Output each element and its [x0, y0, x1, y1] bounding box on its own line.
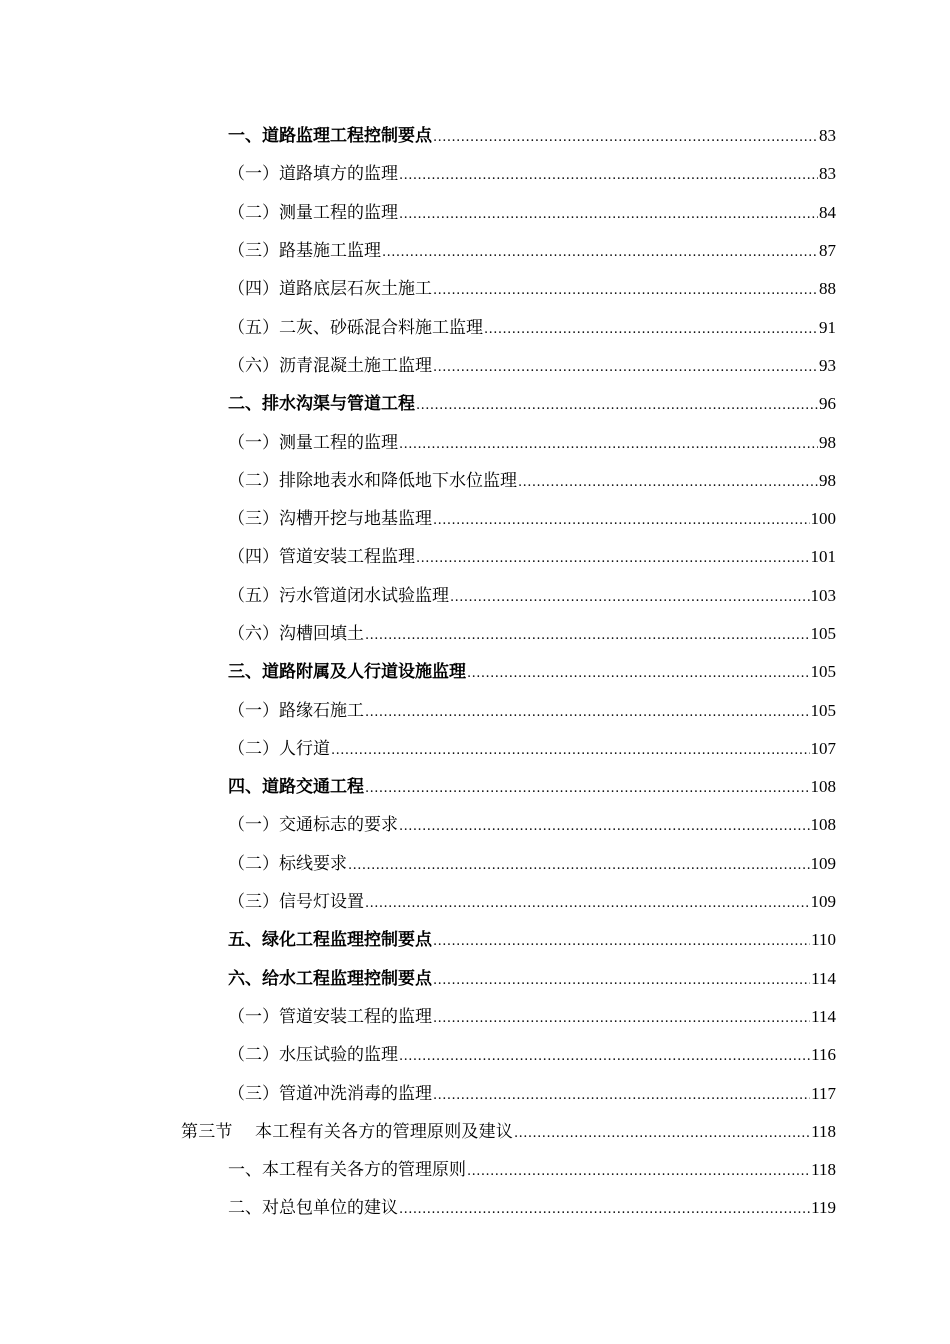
dot-leader: [467, 664, 810, 684]
toc-entry-page-number: 87: [819, 241, 836, 261]
toc-entry-title: （二）人行道: [228, 738, 330, 759]
toc-entry-page-number: 114: [811, 1006, 836, 1026]
toc-entry-page-number: 118: [811, 1121, 836, 1141]
toc-entry[interactable]: [0, 961, 950, 999]
dot-leader: [450, 588, 810, 608]
toc-entry-page-number: 93: [819, 355, 836, 375]
toc-entry[interactable]: [0, 1037, 950, 1075]
toc-entry-title: （二）水压试验的监理: [228, 1045, 398, 1066]
toc-entry-line: [0, 356, 836, 378]
toc-entry-line: [0, 509, 836, 531]
dot-leader: [399, 817, 810, 837]
toc-entry-title: （二）排除地表水和降低地下水位监理: [228, 470, 517, 491]
toc-entry-page-number: 108: [810, 777, 836, 797]
toc-entry-page-number: 114: [811, 968, 836, 988]
dot-leader: [399, 1200, 810, 1220]
toc-entry[interactable]: [0, 1152, 950, 1190]
toc-entry[interactable]: [0, 348, 950, 386]
dot-leader: [365, 779, 810, 799]
toc-entry[interactable]: [0, 424, 950, 462]
toc-entry-line: [0, 1007, 836, 1029]
toc-entry-title: 二、排水沟渠与管道工程: [228, 394, 415, 415]
dot-leader: [433, 511, 810, 531]
toc-entry-page-number: 96: [819, 394, 836, 414]
dot-leader: [331, 741, 810, 761]
toc-entry-line: [0, 547, 836, 569]
toc-entry[interactable]: [0, 271, 950, 309]
toc-entry-line: [0, 1045, 836, 1067]
toc-entry[interactable]: [0, 118, 950, 156]
toc-entry[interactable]: [0, 156, 950, 194]
toc-entry-line: [0, 969, 836, 991]
dot-leader: [399, 166, 818, 186]
dot-leader: [518, 473, 818, 493]
toc-entry-title: （三）路基施工监理: [228, 241, 381, 262]
toc-entry-line: [0, 433, 836, 455]
toc-entry-line: [0, 930, 836, 952]
toc-entry-title: 一、道路监理工程控制要点: [228, 126, 432, 147]
toc-entry-title: （一）路缘石施工: [228, 700, 364, 721]
toc-entry-page-number: 108: [810, 815, 836, 835]
toc-entry-line: [0, 241, 836, 263]
dot-leader: [416, 396, 818, 416]
dot-leader: [399, 205, 818, 225]
dot-leader: [467, 1162, 810, 1182]
toc-entry-title: 第三节 本工程有关各方的管理原则及建议: [181, 1121, 514, 1142]
toc-entry-line: [0, 126, 836, 148]
toc-entry-line: [0, 203, 836, 225]
dot-leader: [348, 856, 810, 876]
toc-entry[interactable]: [0, 884, 950, 922]
toc-entry-title: （一）道路填方的监理: [228, 164, 398, 185]
dot-leader: [433, 932, 810, 952]
toc-entry-page-number: 100: [810, 509, 836, 529]
toc-entry-line: [0, 739, 836, 761]
toc-entry-line: [0, 777, 836, 799]
toc-entry-page-number: 109: [810, 853, 836, 873]
toc-entry-page-number: 105: [810, 624, 836, 643]
toc-entry-line: [0, 1122, 836, 1144]
dot-leader: [433, 358, 818, 378]
toc-entry-line: [0, 1160, 836, 1182]
toc-entry-line: [0, 586, 836, 608]
toc-entry-line: [0, 815, 836, 837]
toc-entry-title: （二）测量工程的监理: [228, 202, 398, 223]
dot-leader: [514, 1124, 810, 1144]
toc-entry-title: （一）测量工程的监理: [228, 432, 398, 453]
toc-entry-title: 三、道路附属及人行道设施监理: [228, 662, 466, 683]
toc-entry-page-number: 84: [819, 202, 836, 222]
toc-entry-page-number: 98: [819, 470, 836, 490]
dot-leader: [365, 894, 810, 914]
toc-entry-title: （一）交通标志的要求: [228, 815, 398, 836]
toc-entry-line: [0, 164, 836, 186]
toc-entry-page-number: 98: [819, 432, 836, 452]
toc-entry-page-number: 105: [810, 700, 836, 720]
toc-entry-title: 二、对总包单位的建议: [228, 1198, 398, 1219]
toc-entry[interactable]: [0, 616, 950, 654]
toc-entry[interactable]: [0, 807, 950, 845]
toc-entry[interactable]: [0, 501, 950, 539]
toc-entry-page-number: 107: [810, 738, 836, 758]
dot-leader: [433, 971, 810, 991]
toc-entry[interactable]: [0, 846, 950, 884]
toc-entry[interactable]: [0, 463, 950, 501]
dot-leader: [416, 549, 810, 569]
toc-entry[interactable]: [0, 1075, 950, 1113]
toc-entry-line: [0, 318, 836, 340]
toc-entry-page-number: 118: [811, 1160, 836, 1180]
toc-entry-line: [0, 394, 836, 416]
toc-entry-title: 六、给水工程监理控制要点: [228, 968, 432, 989]
dot-leader: [433, 1009, 810, 1029]
toc-entry-title: （四）管道安装工程监理: [228, 547, 415, 568]
toc-entry-page-number: 101: [810, 547, 836, 567]
toc-entry[interactable]: [0, 539, 950, 577]
toc-entry[interactable]: [0, 386, 950, 424]
toc-entry-line: [0, 854, 836, 876]
toc-entry[interactable]: [0, 769, 950, 807]
toc-entry-title: （六）沥青混凝土施工监理: [228, 355, 432, 376]
toc-entry-page-number: 110: [811, 930, 836, 950]
toc-entry-line: [0, 662, 836, 684]
dot-leader: [433, 128, 818, 148]
toc-entry-page-number: 117: [811, 1083, 836, 1103]
dot-leader: [399, 1047, 810, 1067]
toc-entry[interactable]: [0, 578, 950, 616]
toc-entry-title: （三）信号灯设置: [228, 892, 364, 913]
toc-entry-page-number: 91: [819, 317, 836, 337]
toc-entry-page-number: 88: [819, 279, 836, 299]
dot-leader: [433, 1086, 810, 1106]
toc-entry-title: （二）标线要求: [228, 853, 347, 874]
toc-entry-title: （三）沟槽开挖与地基监理: [228, 509, 432, 530]
toc-entry-page-number: 119: [811, 1198, 836, 1218]
toc-entry-title: （四）道路底层石灰土施工: [228, 279, 432, 300]
toc-entry[interactable]: [0, 654, 950, 692]
toc-entry-title: （五）二灰、砂砾混合料施工监理: [228, 317, 483, 338]
toc-entry-line: [0, 701, 836, 723]
toc-entry-title: 四、道路交通工程: [228, 777, 364, 798]
toc-entry[interactable]: [0, 195, 950, 233]
dot-leader: [399, 435, 818, 455]
toc-entry-page-number: 83: [819, 126, 836, 146]
dot-leader: [365, 626, 810, 646]
dot-leader: [433, 281, 818, 301]
toc-entry-title: （一）管道安装工程的监理: [228, 1006, 432, 1027]
toc-entry-page-number: 116: [811, 1045, 836, 1065]
toc-entry-line: [0, 1084, 836, 1106]
toc-entry[interactable]: [0, 692, 950, 730]
toc-entry[interactable]: [0, 999, 950, 1037]
toc-entry[interactable]: [0, 922, 950, 960]
toc-entry-line: [0, 279, 836, 301]
toc-entry-title: （五）污水管道闭水试验监理: [228, 585, 449, 606]
toc-entry-page-number: 105: [810, 662, 836, 682]
dot-leader: [382, 243, 818, 263]
toc-entry-page-number: 109: [810, 892, 836, 912]
dot-leader: [365, 703, 810, 723]
table-of-contents: [0, 118, 950, 1229]
toc-entry-title: （六）沟槽回填土: [228, 624, 364, 644]
toc-entry-line: [0, 624, 836, 646]
toc-entry-line: [0, 1198, 836, 1220]
toc-entry-title: 一、本工程有关各方的管理原则: [228, 1160, 466, 1181]
toc-entry-page-number: 83: [819, 164, 836, 184]
toc-entry[interactable]: [0, 309, 950, 347]
toc-entry[interactable]: [0, 1114, 950, 1152]
toc-entry[interactable]: [0, 1190, 950, 1228]
toc-entry[interactable]: [0, 731, 950, 769]
toc-entry-title: 五、绿化工程监理控制要点: [228, 930, 432, 951]
toc-entry-line: [0, 471, 836, 493]
dot-leader: [484, 320, 818, 340]
toc-entry-title: （三）管道冲洗消毒的监理: [228, 1083, 432, 1104]
toc-entry-page-number: 103: [810, 585, 836, 605]
toc-entry-line: [0, 892, 836, 914]
toc-entry[interactable]: [0, 233, 950, 271]
